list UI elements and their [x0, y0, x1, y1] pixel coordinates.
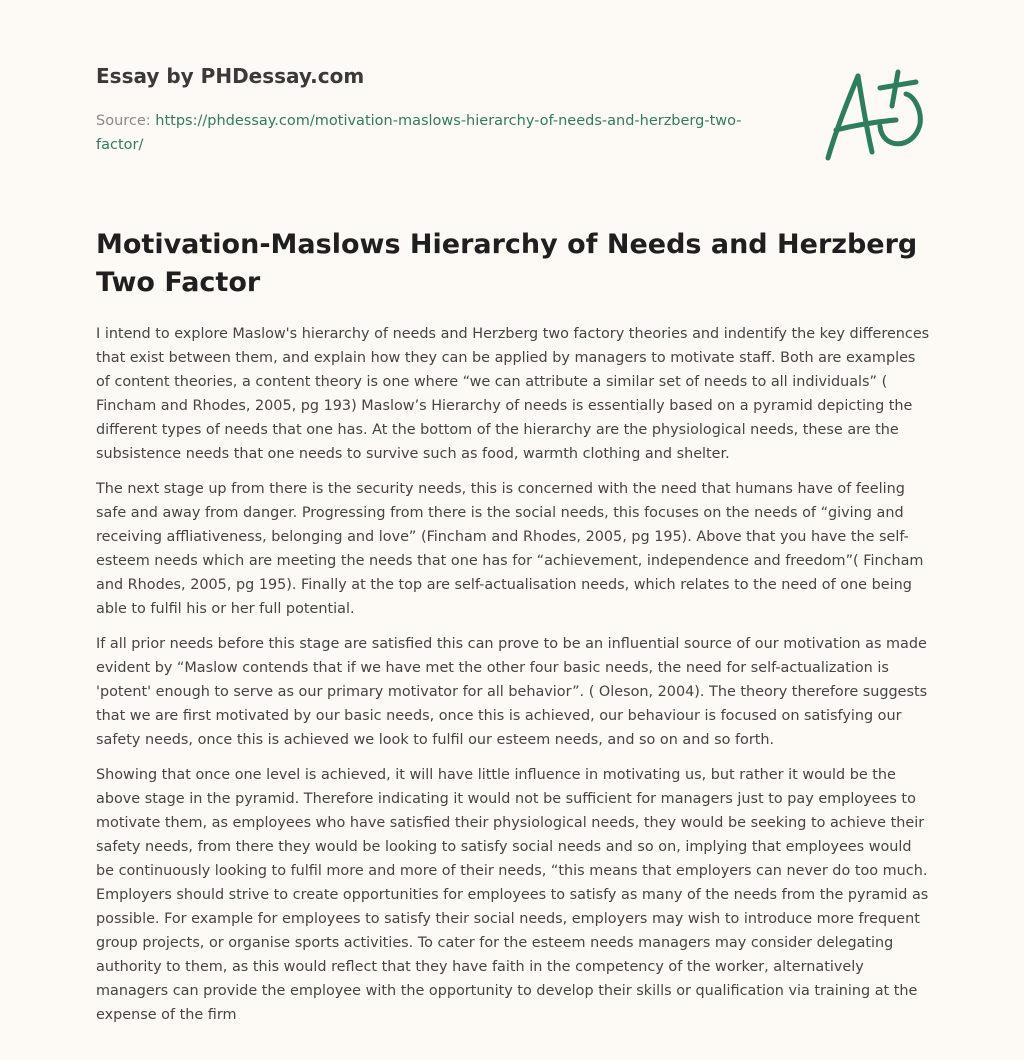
essay-body	[96, 322, 932, 1038]
essay-title: Motivation-Maslows Hierarchy of Needs and Herzberg Two Factor	[96, 229, 918, 298]
essay-paragraph: Showing that once one level is achieved, it will have little influence in motivating us, but rather it would be the above stage in the pyramid. Therefore indicating it would not be sufficient for managers just to pay employees to motivate them, as employees who have satisfied their physiological needs, they would be seeking to achieve their safety needs, from there they would be looking to satisfy social needs and so on, implying that employees would be continuously looking to fulfil more and more of their needs, “this means that employers can never do too much. Employers should strive to create opportunities for employees to satisfy as many of the needs from the pyramid as possible. For example for employees to satisfy their social needs, employers may wish to introduce more frequent group projects, or organise sports activities. To cater for the esteem needs managers may consider delegating authority to them, as this would reflect that they have faith in the competency of the worker, alternatively managers can provide the employee with the opportunity to develop their skills or qualification via training at the expense of the firm	[96, 767, 929, 1023]
source-link[interactable]: https://phdessay.com/motivation-maslows-hierarchy-of-needs-and-herzberg-two-factor/	[96, 113, 742, 153]
a-plus-grade-icon	[822, 66, 932, 166]
source-line	[96, 109, 756, 157]
page-header	[96, 62, 776, 157]
essay-paragraph: If all prior needs before this stage are satisfied this can prove to be an influential source of our motivation as made evident by “Maslow contends that if we have met the other four basic needs, the need for self-actualization is 'potent' enough to serve as our primary motivator for all behavior”. ( Oleson, 2004). The theory therefore suggests that we are first motivated by our basic needs, once this is achieved, our behaviour is focused on satisfying our safety needs, once this is achieved we look to fulfil our esteem needs, and so on and so forth.	[96, 636, 928, 748]
source-label: Source:	[96, 113, 151, 129]
site-title: Essay by PHDessay.com	[96, 64, 365, 88]
essay-paragraph: I intend to explore Maslow's hierarchy of needs and Herzberg two factory theories and indentify the key differences that exist between them, and explain how they can be applied by managers to motivate staff. Both are examples of content theories, a content theory is one where “we can attribute a similar set of needs to all individuals” ( Fincham and Rhodes, 2005, pg 193) Maslow’s Hierarchy of needs is essentially based on a pyramid depicting the different types of needs that one has. At the bottom of the hierarchy are the physiological needs, these are the subsistence needs that one needs to survive such as food, warmth clothing and shelter.	[96, 326, 930, 462]
essay-paragraph: The next stage up from there is the security needs, this is concerned with the need that humans have of feeling safe and away from danger. Progressing from there is the social needs, this focuses on the needs of “giving and receiving affliativeness, belonging and love” (Fincham and Rhodes, 2005, pg 195). Above that you have the self-esteem needs which are meeting the needs that one has for “achievement, independence and freedom”( Fincham and Rhodes, 2005, pg 195). Finally at the top are self-actualisation needs, which relates to the need of one being able to fulfil his or her full potential.	[96, 481, 924, 617]
